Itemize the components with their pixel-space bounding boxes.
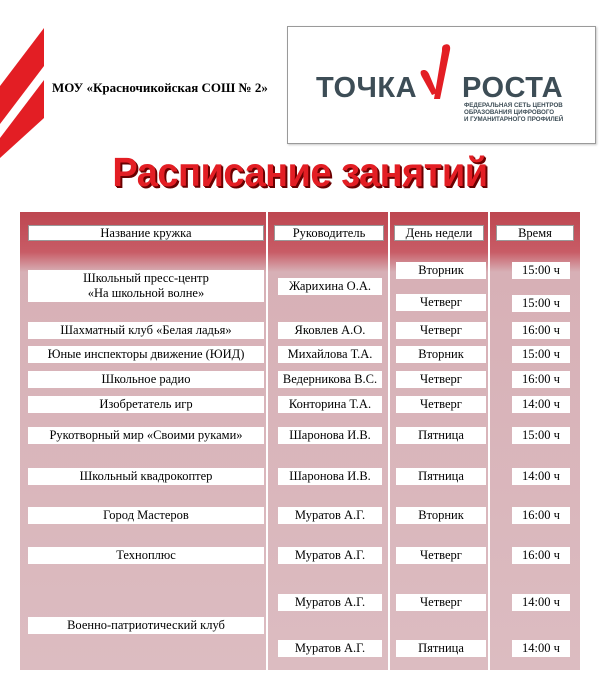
page-title: Расписание занятий xyxy=(112,150,488,196)
table-row-day: Четверг xyxy=(396,594,486,611)
logo-subtitle-line: ОБРАЗОВАНИЯ ЦИФРОВОГО xyxy=(464,109,555,117)
table-row-day: Четверг xyxy=(396,322,486,339)
table-row-day: Пятница xyxy=(396,468,486,485)
table-row-time: 15:00 ч xyxy=(512,346,570,363)
schedule-table xyxy=(20,212,580,670)
checkmark-logo-icon xyxy=(418,41,462,103)
logo-word-left: ТОЧКА xyxy=(316,72,418,104)
table-row-leader: Муратов А.Г. xyxy=(278,640,382,657)
table-row-time: 15:00 ч xyxy=(512,427,570,444)
table-row-leader: Шаронова И.В. xyxy=(278,468,382,485)
table-row-day: Вторник xyxy=(396,507,486,524)
table-row-day: Четверг xyxy=(396,294,486,311)
table-row-club-name: Школьный квадрокоптер xyxy=(28,468,264,485)
header-weekday: День недели xyxy=(394,225,484,241)
table-row-leader: Муратов А.Г. xyxy=(278,594,382,611)
table-row-time: 14:00 ч xyxy=(512,640,570,657)
table-row-club-name: Юные инспекторы движение (ЮИД) xyxy=(28,346,264,363)
table-row-club-name: Шахматный клуб «Белая ладья» xyxy=(28,322,264,339)
table-row-leader: Михайлова Т.А. xyxy=(278,346,382,363)
table-row-leader: Жарихина О.А. xyxy=(278,278,382,295)
table-row-time: 15:00 ч xyxy=(512,295,570,312)
table-row-day: Пятница xyxy=(396,640,486,657)
club-name-line: «На школьной волне» xyxy=(87,286,205,300)
table-row-day: Четверг xyxy=(396,396,486,413)
table-row-time: 16:00 ч xyxy=(512,322,570,339)
header-leader: Руководитель xyxy=(274,225,384,241)
table-row-day: Вторник xyxy=(396,346,486,363)
table-row-leader: Ведерникова В.С. xyxy=(278,371,382,388)
logo-word-right: РОСТА xyxy=(462,72,564,104)
tochka-rosta-logo xyxy=(287,26,596,144)
table-row-time: 16:00 ч xyxy=(512,507,570,524)
table-row-club-name: Школьное радио xyxy=(28,371,264,388)
table-row-club-name: Изобретатель игр xyxy=(28,396,264,413)
red-stripes-decoration xyxy=(0,28,52,158)
table-row-time: 15:00 ч xyxy=(512,262,570,279)
table-row-day: Пятница xyxy=(396,427,486,444)
header-club-name: Название кружка xyxy=(28,225,264,241)
club-name-line: Школьный пресс-центр xyxy=(83,271,209,285)
logo-subtitle-line: ФЕДЕРАЛЬНАЯ СЕТЬ ЦЕНТРОВ xyxy=(464,102,563,109)
table-row-club-name: Рукотворный мир «Своими руками» xyxy=(28,427,264,444)
logo-subtitle xyxy=(464,102,563,124)
table-row-leader: Шаронова И.В. xyxy=(278,427,382,444)
table-row-leader: Яковлев А.О. xyxy=(278,322,382,339)
table-row-leader: Муратов А.Г. xyxy=(278,507,382,524)
table-row-day: Четверг xyxy=(396,547,486,564)
table-row-time: 14:00 ч xyxy=(512,468,570,485)
logo-subtitle-line: И ГУМАНИТАРНОГО ПРОФИЛЕЙ xyxy=(464,116,564,124)
header-time: Время xyxy=(496,225,574,241)
table-row-leader: Конторина Т.А. xyxy=(278,396,382,413)
table-row-day: Четверг xyxy=(396,371,486,388)
table-row-day: Вторник xyxy=(396,262,486,279)
table-row-club-name: Город Мастеров xyxy=(28,507,264,524)
table-row-time: 16:00 ч xyxy=(512,547,570,564)
table-row-time: 14:00 ч xyxy=(512,396,570,413)
table-row-leader: Муратов А.Г. xyxy=(278,547,382,564)
table-row-club-name xyxy=(28,270,264,302)
table-row-time: 14:00 ч xyxy=(512,594,570,611)
table-row-club-name: Техноплюс xyxy=(28,547,264,564)
school-name: МОУ «Красночикойская СОШ № 2» xyxy=(52,80,268,95)
table-row-club-name: Военно-патриотический клуб xyxy=(28,617,264,634)
table-row-time: 16:00 ч xyxy=(512,371,570,388)
